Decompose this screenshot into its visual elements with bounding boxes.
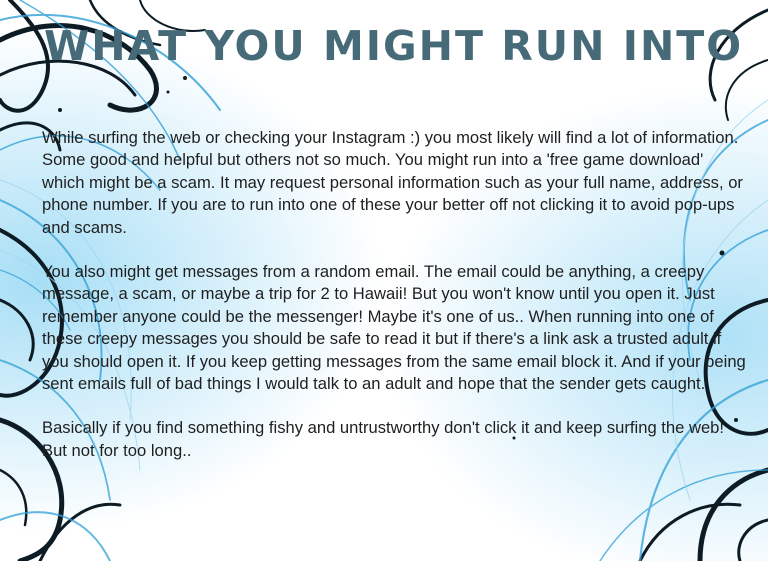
paragraph-scams: While surfing the web or checking your Instagram :) you most likely will find a lot of information. Some good and helpful but others not so much. You might run into a 'free game download' which might be a scam. It may request personal information such as your full name, address, or phone number. If you are to run into one of these your better off not clicking it to avoid pop-ups and scams. xyxy=(42,128,743,237)
body-text xyxy=(42,127,748,484)
paragraph-summary: Basically if you find something fishy and untrustworthy don't click it and keep surfing the web! But not for too long.. xyxy=(42,418,725,460)
page-title: WHAT YOU MIGHT RUN INTO xyxy=(44,22,744,70)
paragraph-emails: You also might get messages from a random email. The email could be anything, a creepy message, a scam, or maybe a trip for 2 to Hawaii! But you won't know until you open it. Just remember anyone could be the messenger! Maybe it's one of us.. When running into one of these creepy messages you should be safe to read it but if there's a link ask a trusted adult if you should open it. If you keep getting messages from the same email block it. And if your being sent emails full of bad things I would talk to an adult and hope that the sender gets caught. xyxy=(42,262,746,394)
